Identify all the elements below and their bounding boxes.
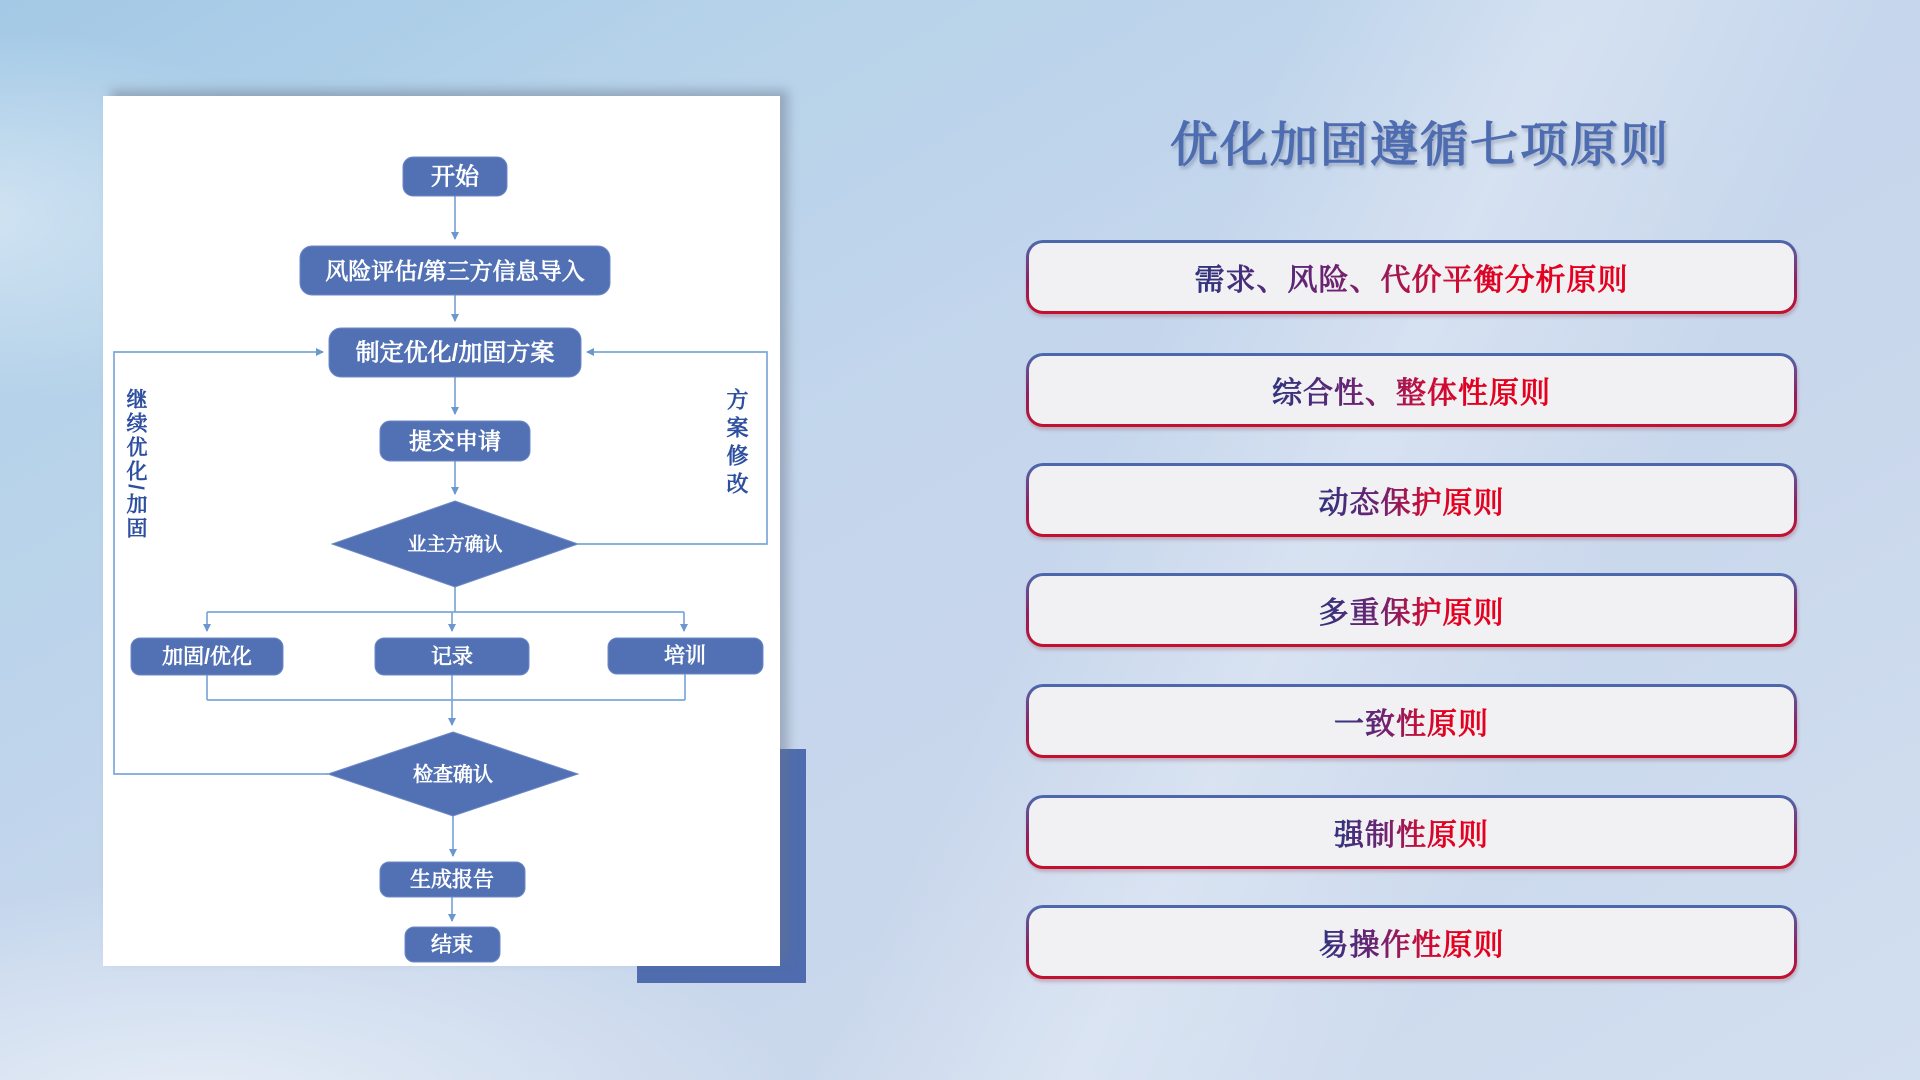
flowchart-panel: [103, 96, 780, 966]
node-start-label: 开始: [431, 163, 479, 191]
principle-label-6: 强制性原则: [1334, 810, 1489, 854]
principle-label-2: 综合性、整体性原则: [1272, 368, 1551, 412]
principle-box-2: [1026, 353, 1797, 427]
flowchart-svg: [103, 96, 780, 966]
principle-label-4: 多重保护原则: [1319, 588, 1505, 632]
principle-box-7-inner: [1029, 908, 1794, 976]
node-owner-confirm-label: 业主方确认: [407, 534, 503, 556]
principle-box-7: [1026, 905, 1797, 979]
principle-box-6-inner: [1029, 798, 1794, 866]
principle-box-4-inner: [1029, 576, 1794, 644]
node-end-label: 结束: [431, 933, 473, 957]
loop-label-continue-optimize: 继续优化/加固: [124, 388, 147, 541]
node-report-label: 生成报告: [410, 868, 494, 892]
node-harden-label: 加固/优化: [162, 645, 252, 669]
principle-label-7: 易操作性原则: [1319, 920, 1505, 964]
node-check-confirm-label: 检查确认: [413, 764, 493, 786]
principle-box-2-inner: [1029, 356, 1794, 424]
principle-label-1: 需求、风险、代价平衡分析原则: [1195, 255, 1629, 299]
principles-list: [1026, 0, 1797, 1080]
node-training-label: 培训: [664, 644, 706, 668]
principle-box-5: [1026, 684, 1797, 758]
node-risk-import-label: 风险评估/第三方信息导入: [325, 258, 585, 284]
principle-box-1-inner: [1029, 243, 1794, 311]
principle-box-5-inner: [1029, 687, 1794, 755]
loop-label-plan-revise: 方案修改: [724, 388, 749, 500]
page-title: 优化加固遵循七项原则: [1169, 119, 1670, 172]
principle-box-1: [1026, 240, 1797, 314]
principle-label-3: 动态保护原则: [1319, 478, 1505, 522]
node-make-plan-label: 制定优化/加固方案: [355, 339, 555, 367]
principle-box-3: [1026, 463, 1797, 537]
node-submit-label: 提交申请: [409, 428, 501, 454]
principle-box-4: [1026, 573, 1797, 647]
principle-box-3-inner: [1029, 466, 1794, 534]
principle-label-5: 一致性原则: [1334, 699, 1489, 743]
node-record-label: 记录: [431, 645, 473, 669]
principle-box-6: [1026, 795, 1797, 869]
